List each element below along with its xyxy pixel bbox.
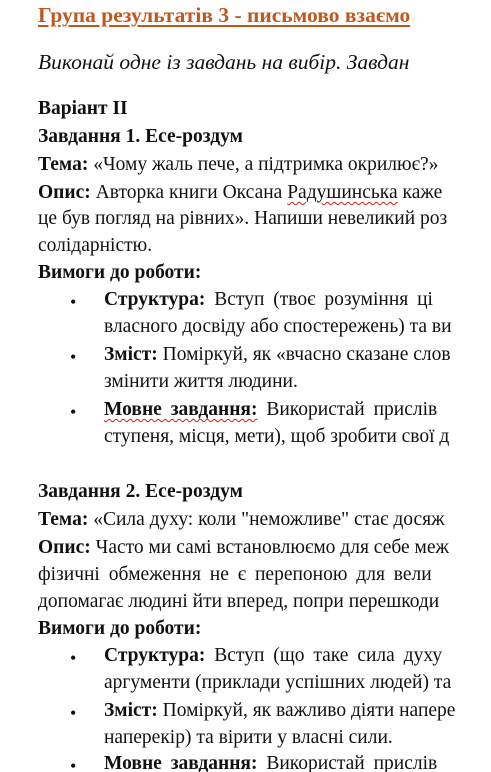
task2-bullet2-line2: наперекір) та вірити у власні сили. — [104, 727, 393, 748]
task2-bullet1-line1 — [104, 646, 442, 666]
task2-bullet2-line1 — [104, 701, 455, 721]
task1-requirements-heading: Вимоги до роботи: — [38, 262, 202, 283]
variant-heading: Варіант ІІ — [38, 98, 128, 119]
task1-theme-text: «Чому жаль пече, а підтримка окрилює?» — [88, 154, 439, 175]
task1-bullet3-line1 — [104, 400, 437, 420]
task2-bullet3-line1 — [104, 754, 437, 772]
bullet-text: Поміркуй, як важливо діяти напере — [157, 700, 456, 721]
task1-bullet2-line2: змінити життя людини. — [104, 371, 298, 392]
bullet-label: Мовне завдання: — [104, 399, 258, 420]
task1-description-line3: солідарністю. — [38, 235, 153, 256]
bullet-marker: • — [70, 402, 77, 422]
bullet-marker: • — [70, 292, 77, 312]
task1-theme-label: Тема: — [38, 154, 89, 175]
task2-heading: Завдання 2. Есе-роздум — [38, 481, 243, 502]
task1-bullet1-line2: власного досвіду або спостережень) та ви — [104, 316, 452, 337]
task1-theme — [38, 155, 438, 175]
task2-requirements-heading: Вимоги до роботи: — [38, 618, 202, 639]
bullet-label: Зміст: — [104, 700, 158, 721]
task2-theme-text: «Сила духу: коли "неможливе" стає досяж — [88, 509, 445, 530]
task1-heading: Завдання 1. Есе-роздум — [38, 126, 243, 147]
instruction-text: Виконай одне із завдань на вибір. Завдан — [38, 50, 410, 74]
bullet-marker: • — [70, 703, 77, 723]
bullet-label: Зміст: — [104, 344, 158, 365]
task1-description-line2: це був погляд на рівних». Напиши невеликий роз — [38, 208, 448, 229]
bullet-label: Структура: — [104, 645, 206, 666]
task1-desc-text: Авторка книги Оксана — [90, 182, 288, 203]
task1-bullet3-line2: ступеня, місця, мети), щоб зробити свої д — [104, 426, 450, 447]
task1-desc-label: Опис: — [38, 182, 91, 203]
page-title: Група результатів 3 - письмово взаємо — [38, 3, 411, 27]
bullet-marker: • — [70, 756, 77, 772]
bullet-text: Вступ (що таке сила духу — [205, 645, 443, 666]
bullet-label: Структура: — [104, 289, 206, 310]
task2-description-line3: допомагає людині йти вперед, попри перешкоди — [38, 591, 440, 612]
task2-description-line2: фізичні обмеження не є перепоною для вели — [38, 564, 432, 585]
bullet-label: Мовне завдання: — [104, 753, 258, 772]
bullet-text: Вступ (твоє розуміння ці — [205, 289, 433, 310]
task2-desc-text: Часто ми самі встановлюємо для себе меж — [90, 537, 450, 558]
task1-bullet2-line1 — [104, 345, 451, 365]
bullet-text: Поміркуй, як «вчасно сказане слов — [157, 344, 451, 365]
task1-bullet1-line1 — [104, 290, 433, 310]
task1-desc-tail: каже — [397, 182, 443, 203]
bullet-marker: • — [70, 648, 77, 668]
task2-theme-label: Тема: — [38, 509, 89, 530]
task2-bullet1-line2: аргументи (приклади успішних людей) та — [104, 672, 452, 693]
author-name: Радушинська — [287, 182, 398, 203]
bullet-text: Використай прислів — [257, 753, 438, 772]
task2-desc-label: Опис: — [38, 537, 91, 558]
task1-description-line1 — [38, 183, 442, 203]
bullet-marker: • — [70, 347, 77, 367]
task2-theme — [38, 510, 445, 530]
task2-description-line1 — [38, 538, 449, 558]
bullet-text: Використай прислів — [257, 399, 438, 420]
